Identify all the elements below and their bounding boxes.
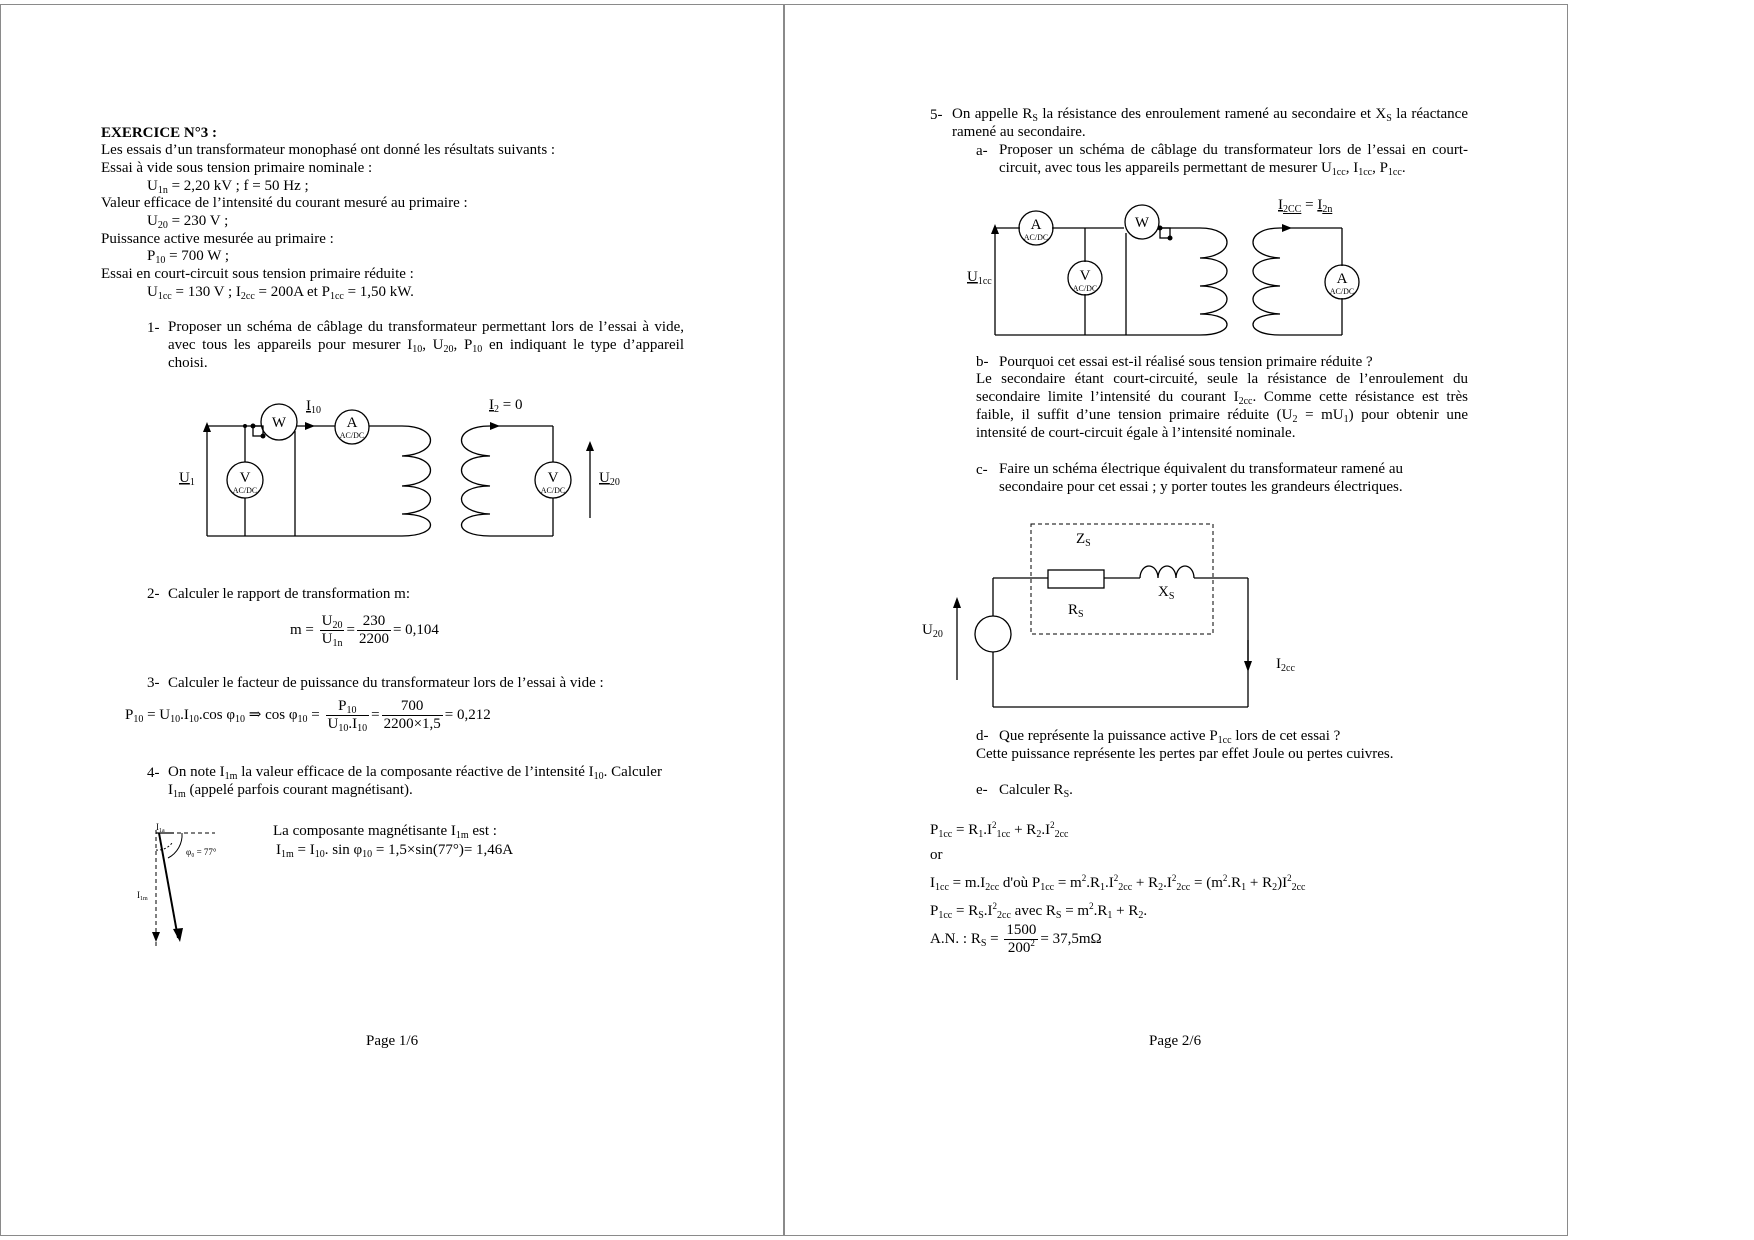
acdc-label: AC/DC bbox=[1329, 287, 1355, 296]
u20-line: $U_{20} = 230$ V ; bbox=[147, 213, 229, 231]
q5-number: 5- bbox=[930, 107, 943, 123]
i2-label: $I_2 = 0$ bbox=[489, 397, 523, 415]
acdc-label: AC/DC bbox=[1023, 233, 1049, 242]
svg-text:I1m: $I_{1m}$ bbox=[137, 890, 148, 902]
q5-text: On appelle $R_S$ la résistance des enroulement ramené au secondaire et $X_S$ la réactance ramené au secondaire. bbox=[952, 106, 1468, 140]
acdc-label: AC/DC bbox=[1072, 284, 1098, 293]
q1-text: Proposer un schéma de câblage du transformateur permettant lors de l’essai à vide, avec tous les appareils pour mesurer $I_{10}$, $U_{20}$, $P_{10}$ en indiquant le type d’appareil choisi. bbox=[168, 319, 684, 371]
vide-label: Essai à vide sous tension primaire nominale : bbox=[101, 160, 373, 176]
wattmeter-label: W bbox=[271, 415, 287, 431]
svg-text:I1a: $I_{1a}$ bbox=[156, 822, 165, 834]
i10-label: $I_{10}$ bbox=[306, 398, 321, 416]
u1n-line: $U_{1n} = 2,20$ kV ; f = 50 Hz ; bbox=[147, 178, 309, 196]
ammeter-label: A bbox=[1030, 217, 1042, 233]
i2cc-equals-i2n-label: $I_{2CC} = I_{2n}$ bbox=[1278, 197, 1333, 215]
qb-text: Pourquoi cet essai est-il réalisé sous tension primaire réduite ? bbox=[999, 354, 1373, 370]
qb-answer: Le secondaire étant court-circuité, seule la résistance de l’enroulement du secondaire limite l’intensité du courant $I_{2cc}$. Comme cette résistance est très faible, il suffit d’une tension primaire réduite $(U_2 = mU_1)$ pour obtenir une intensité de court-circuit égale à l’intensité nominale. bbox=[976, 371, 1469, 441]
resistor-rs bbox=[1048, 570, 1104, 588]
u20-label: $U_{20}$ bbox=[599, 470, 620, 488]
ammeter-label: A bbox=[1336, 271, 1348, 287]
power-label: Puissance active mesurée au primaire : bbox=[101, 231, 334, 247]
page-1-footer: Page 1/6 bbox=[366, 1033, 419, 1049]
ammeter-label: A bbox=[346, 415, 358, 431]
u1-label: $U_1$ bbox=[179, 470, 195, 488]
eq-or: or bbox=[930, 847, 943, 863]
voltage-source bbox=[975, 616, 1011, 652]
qa-number: a- bbox=[976, 143, 988, 159]
q4-answer-equation: $I_{1m} = I_{10}$. $\sin \varphi_{10} = 1,5\times\sin(77^\circ)= 1,46A$ bbox=[276, 842, 514, 860]
u1cc-label: $U_{1cc}$ bbox=[967, 269, 992, 287]
qe-number: e- bbox=[976, 782, 988, 798]
eq-an: A.N. : $R_S$ = $\frac{1500}{200^2}$ = 37,5mΩ bbox=[930, 922, 1102, 956]
q2-text: Calculer le rapport de transformation m: bbox=[168, 586, 410, 602]
qc-number: c- bbox=[976, 462, 988, 478]
qc-text: Faire un schéma électrique équivalent du transformateur ramené au secondaire pour cet essai ; y porter toutes les grandeurs électriques. bbox=[999, 461, 1403, 495]
qd-number: d- bbox=[976, 728, 989, 744]
q4-text: On note $I_{1m}$ la valeur efficace de la composante réactive de l’intensité $I_{10}$. Calculer $I_{1m}$ (appelé parfois courant magnétisant). bbox=[168, 764, 662, 800]
q2-number: 2- bbox=[147, 586, 160, 602]
qe-text: Calculer $R_S$. bbox=[999, 782, 1073, 800]
wattmeter-label: W bbox=[1134, 215, 1150, 231]
inductor-xs bbox=[1140, 566, 1194, 578]
eq-p1cc: $P_{1cc} = R_1.I^2_{1cc} + R_2.I^2_{2cc}$ bbox=[930, 820, 1069, 840]
u20-label: $U_{20}$ bbox=[922, 622, 943, 640]
equation-m: m = $\frac{U_{20}}{U_{1n}}$ = $\frac{230}{2200}$ = 0,104 bbox=[290, 613, 439, 649]
p10-line: $P_{10} = 700$ W ; bbox=[147, 248, 230, 266]
rs-label: $R_S$ bbox=[1068, 602, 1084, 620]
qd-answer: Cette puissance représente les pertes par effet Joule ou pertes cuivres. bbox=[976, 746, 1394, 762]
acdc-label: AC/DC bbox=[540, 486, 566, 495]
eq-i1cc: $I_{1cc} = m.I_{2cc}$ d'où $P_{1cc} = m^2.R_1.I^2_{2cc} + R_2.I^2_{2cc} = (m^2.R_1 + R_2)I^2_{2cc}$ bbox=[930, 873, 1306, 893]
q3-text: Calculer le facteur de puissance du transformateur lors de l’essai à vide : bbox=[168, 675, 604, 691]
i10-label: Valeur efficace de l’intensité du courant mesuré au primaire : bbox=[101, 195, 468, 211]
q1-number: 1- bbox=[147, 320, 160, 336]
q4-answer-label: La composante magnétisante $I_{1m}$ est : bbox=[273, 823, 497, 841]
eq-rs: $P_{1cc} = R_S.I^2_{2cc}$ avec $R_S = m^2.R_1 + R_2$. bbox=[930, 901, 1148, 921]
voltmeter-label: V bbox=[239, 470, 251, 486]
phasor-angle: φ₀ = 77° bbox=[186, 847, 217, 857]
qb-number: b- bbox=[976, 354, 989, 370]
q4-number: 4- bbox=[147, 765, 160, 781]
qd-text: Que représente la puissance active $P_{1cc}$ lors de cet essai ? bbox=[999, 728, 1341, 746]
xs-label: $X_S$ bbox=[1158, 584, 1175, 602]
acdc-label: AC/DC bbox=[232, 486, 258, 495]
voltmeter-label: V bbox=[1079, 268, 1091, 284]
cc-values: $U_{1cc} = 130$ V ; $I_{2cc} = 200A$ et $P_{1cc} = 1,50$ kW. bbox=[147, 284, 414, 302]
intro-text: Les essais d’un transformateur monophasé ont donné les résultats suivants : bbox=[101, 142, 556, 158]
acdc-label: AC/DC bbox=[339, 431, 365, 440]
cc-label: Essai en court-circuit sous tension primaire réduite : bbox=[101, 266, 414, 282]
qa-text: Proposer un schéma de câblage du transformateur lors de l’essai en court-circuit, avec tous les appareils permettant de mesurer $U_{1cc}$, $I_{1cc}$, $P_{1cc}$. bbox=[999, 142, 1468, 178]
q3-number: 3- bbox=[147, 675, 160, 691]
exercise-title: EXERCICE N°3 : bbox=[101, 125, 218, 141]
zs-label: $Z_S$ bbox=[1076, 531, 1091, 549]
page-2-footer: Page 2/6 bbox=[1149, 1033, 1202, 1049]
voltmeter-label: V bbox=[547, 470, 559, 486]
equation-cos-phi: $P_{10} = U_{10}.I_{10}.\cos$ $\varphi_{10}$ ⇒ $\cos \varphi_{10}$ = $\frac{P_{10}}{U_{10}.I_{10}}$ = $\frac{700}{2200\times 1,5}$ = 0,212 bbox=[125, 698, 491, 734]
i2cc-label: $I_{2cc}$ bbox=[1276, 656, 1295, 674]
